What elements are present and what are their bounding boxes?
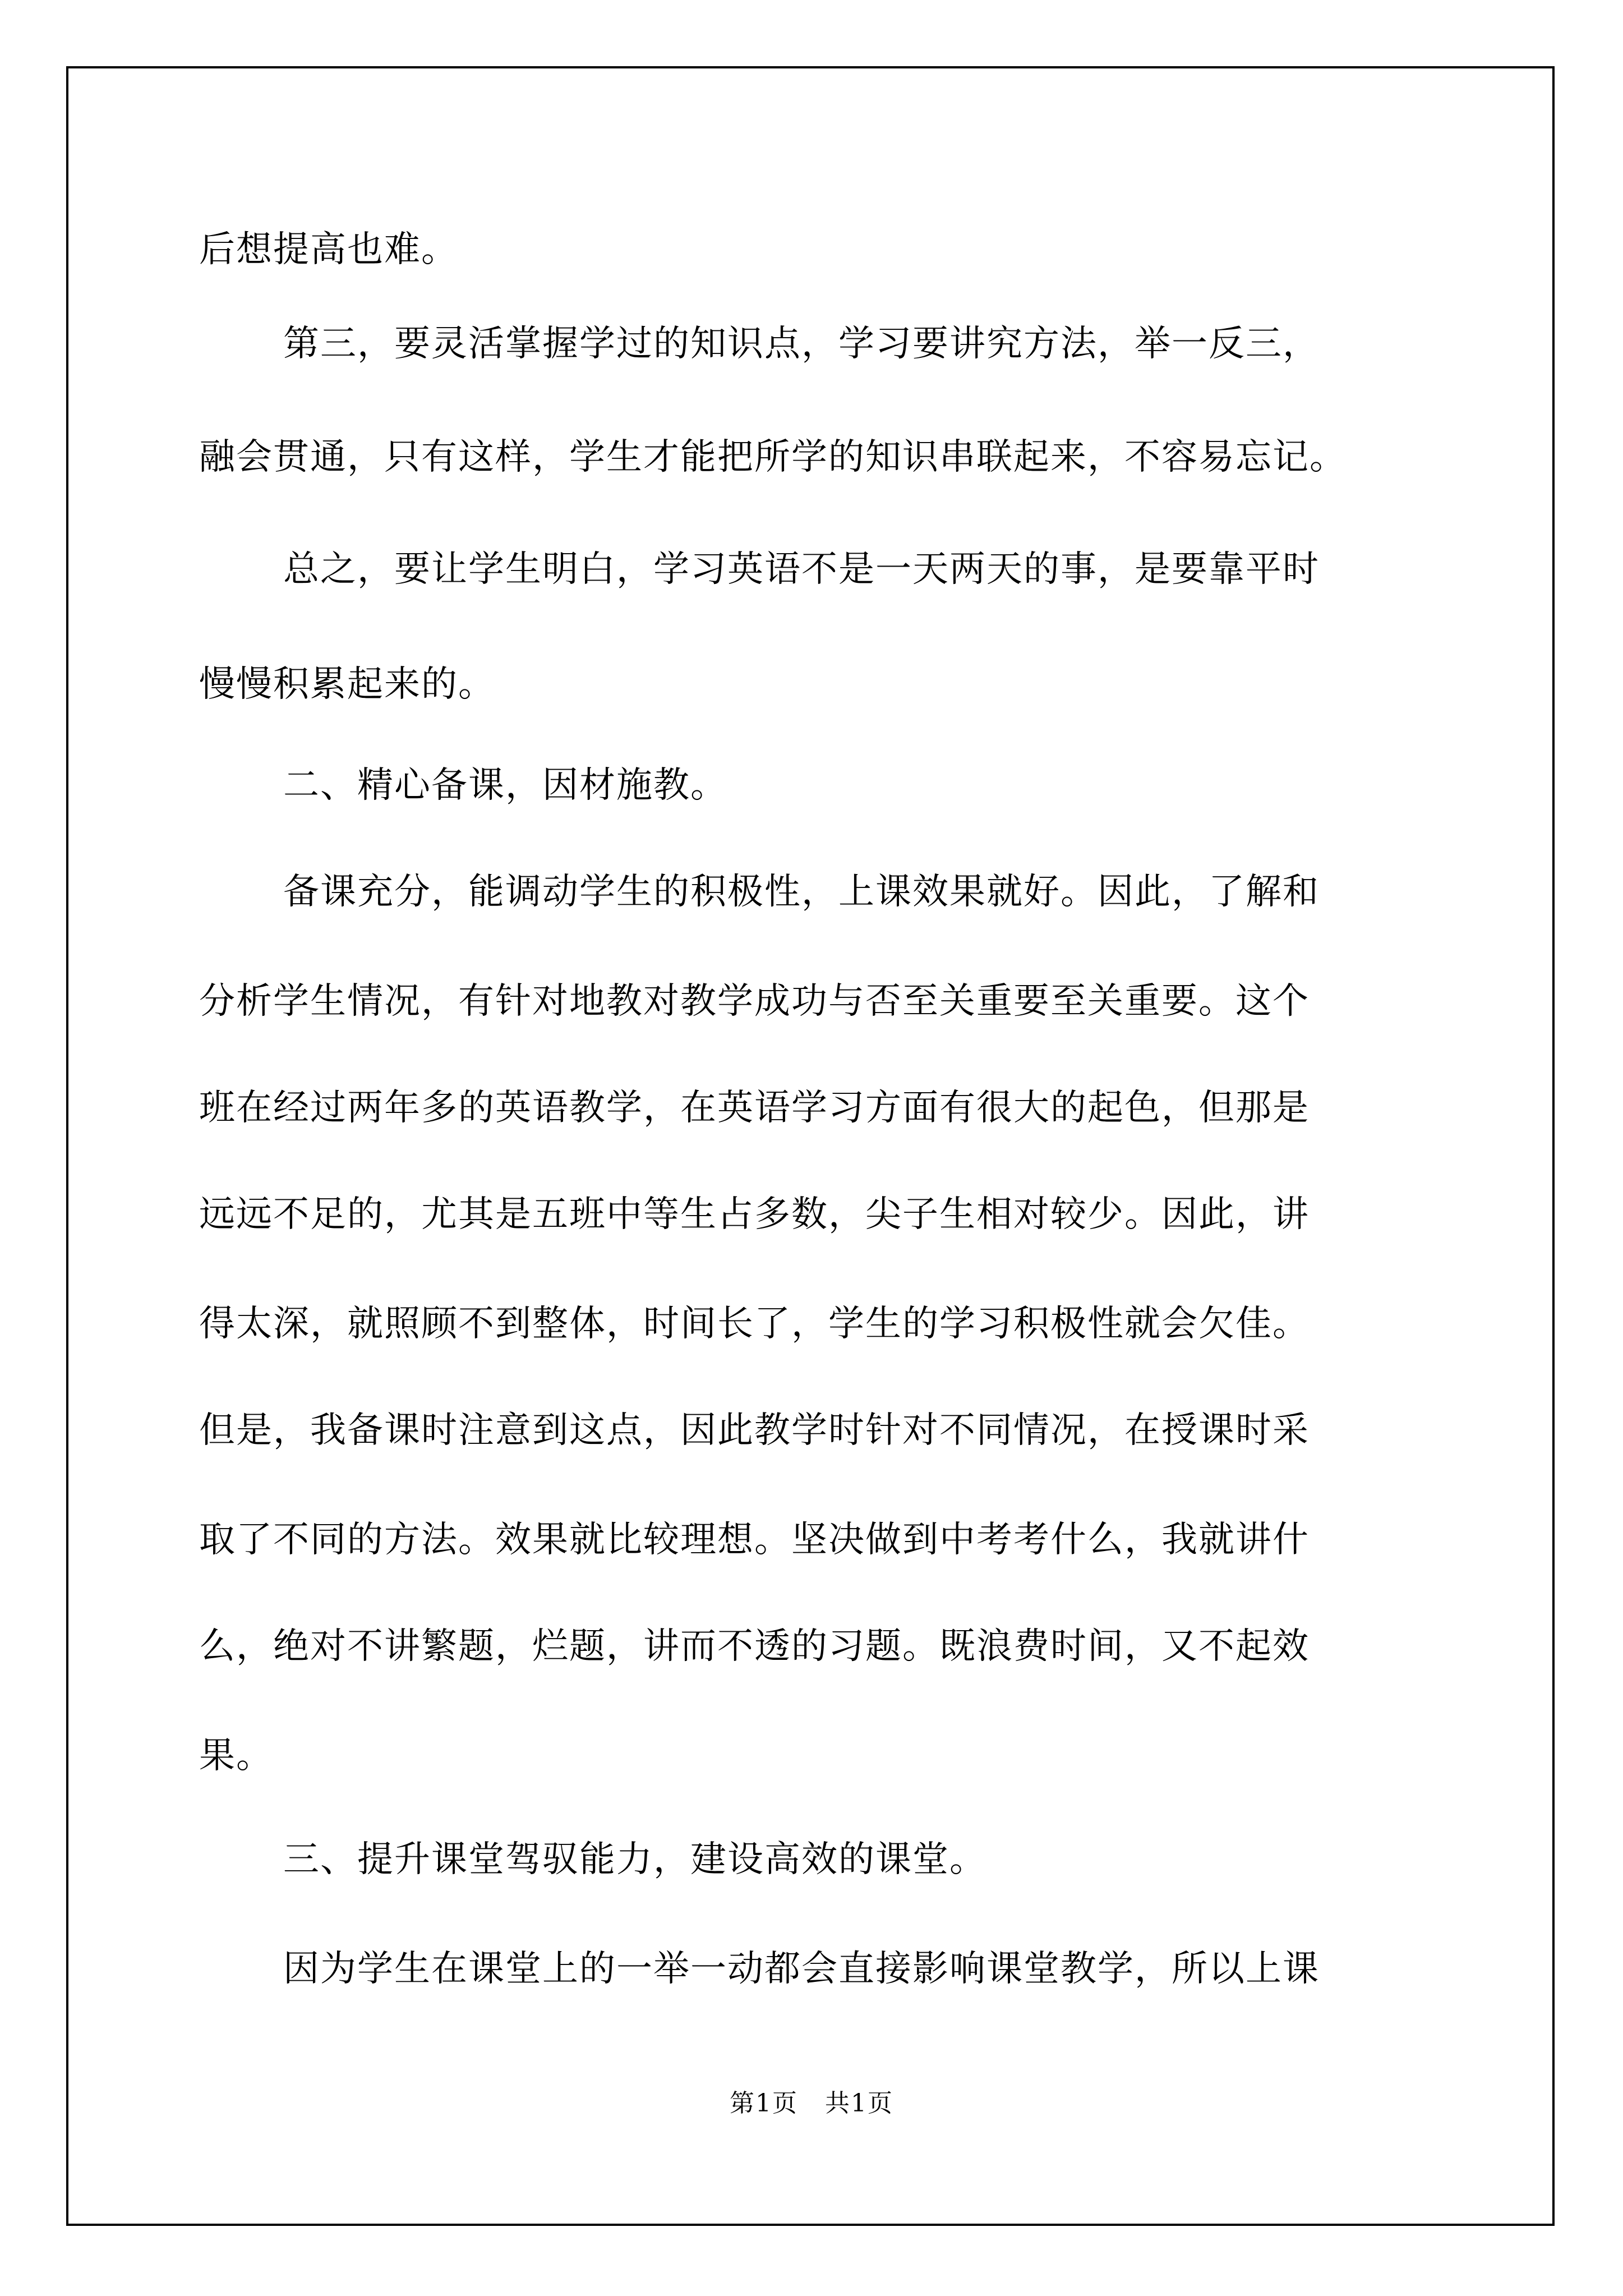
page-border (66, 66, 1555, 2226)
section-heading: 三、提升课堂驾驭能力，建设高效的课堂。 (283, 1839, 986, 1880)
section-heading: 二、精心备课，因材施教。 (283, 765, 727, 806)
text-line: 备课充分，能调动学生的积极性，上课效果就好。因此，了解和 (283, 871, 1320, 913)
page-number: 第1页 (730, 2089, 798, 2118)
text-line: 远远不足的，尤其是五班中等生占多数，尖子生相对较少。因此，讲 (199, 1194, 1310, 1235)
text-line: 总之，要让学生明白，学习英语不是一天两天的事，是要靠平时 (283, 549, 1320, 590)
text-line: 后想提高也难。 (199, 229, 458, 270)
text-line: 果。 (199, 1735, 273, 1777)
text-line: 班在经过两年多的英语教学，在英语学习方面有很大的起色，但那是 (199, 1087, 1310, 1129)
text-line: 融会贯通，只有这样，学生才能把所学的知识串联起来，不容易忘记。 (199, 436, 1347, 478)
text-line: 分析学生情况，有针对地教对教学成功与否至关重要至关重要。这个 (199, 981, 1310, 1022)
text-line: 取了不同的方法。效果就比较理想。坚决做到中考考什么，我就讲什 (199, 1519, 1310, 1561)
text-line: 第三，要灵活掌握学过的知识点，学习要讲究方法，举一反三， (283, 323, 1320, 365)
page-total: 共1页 (825, 2089, 893, 2118)
text-line: 得太深，就照顾不到整体，时间长了，学生的学习积极性就会欠佳。 (199, 1303, 1310, 1345)
text-line: 因为学生在课堂上的一举一动都会直接影响课堂教学，所以上课 (283, 1948, 1320, 1990)
text-line: 慢慢积累起来的。 (199, 664, 495, 705)
text-line: 么，绝对不讲繁题，烂题，讲而不透的习题。既浪费时间，又不起效 (199, 1626, 1310, 1667)
page-footer (0, 2088, 1623, 2119)
text-line: 但是，我备课时注意到这点，因此教学时针对不同情况，在授课时采 (199, 1410, 1310, 1451)
